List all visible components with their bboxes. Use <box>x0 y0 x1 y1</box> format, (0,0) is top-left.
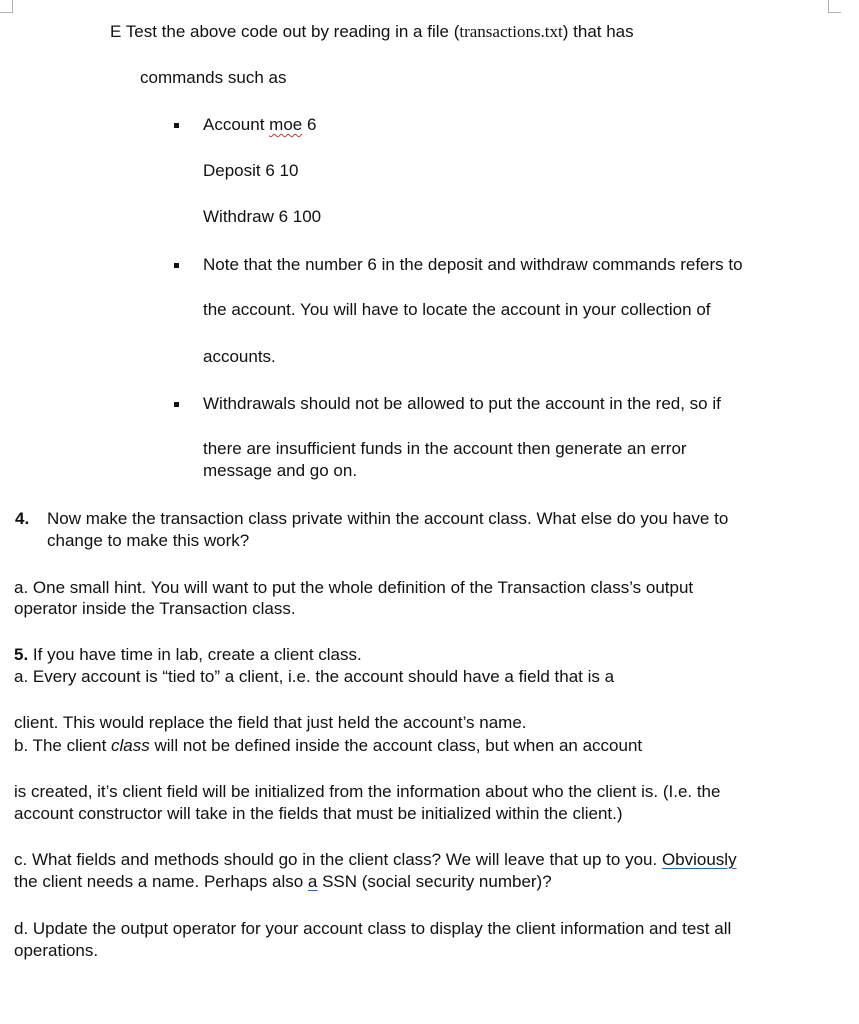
bullet-2-line-3: accounts. <box>203 347 276 366</box>
item-5a-line-1: a. Every account is “tied to” a client, i.e. the account should have a field that is a <box>14 667 615 686</box>
item-5c-line-2-suffix: SSN (social security number)? <box>317 872 552 891</box>
item-4-number <box>15 508 29 530</box>
item-5a-line-2: client. This would replace the field that just held the account’s name. <box>14 713 527 732</box>
item-e-line-2: commands such as <box>140 68 287 87</box>
item-5b-suffix: will not be defined inside the account class, but when an account <box>149 736 643 755</box>
item-e-line-1 <box>110 21 634 43</box>
grammar-flagged-word: Obviously <box>661 850 737 869</box>
item-5-heading: If you have time in lab, create a client class. <box>28 645 362 664</box>
page-corner-mark-left <box>0 0 13 13</box>
item-5-line-1 <box>14 644 362 666</box>
item-5c-line-2-prefix: the client needs a name. Perhaps also <box>14 872 308 891</box>
item-4-number-text: 4. <box>15 509 30 528</box>
grammar-flagged-word: a <box>307 872 318 891</box>
page-corner-mark-right <box>828 0 841 13</box>
item-4-line-2: change to make this work? <box>47 531 250 550</box>
bullet-2-line-2: the account. You will have to locate the account in your collection of <box>203 300 711 319</box>
bullet-1-line-1-suffix: 6 <box>302 115 317 134</box>
item-4a-line-2: operator inside the Transaction class. <box>14 599 296 618</box>
item-5-number: 5. <box>14 645 29 664</box>
item-5d-line-2: operations. <box>14 941 99 960</box>
item-e-prefix: E Test the above code out by reading in a file ( <box>110 22 460 41</box>
item-5b-line-1 <box>14 735 642 757</box>
bullet-2-line-1: Note that the number 6 in the deposit and withdraw commands refers to <box>203 255 743 274</box>
item-4a-line-1: a. One small hint. You will want to put the whole definition of the Transaction class’s output <box>14 578 694 597</box>
spelling-error-word: moe <box>269 115 303 134</box>
bullet-square-icon <box>174 263 179 268</box>
item-5b-italic-word: class <box>111 736 150 755</box>
item-5b-line-3: account constructor will take in the fields that must be initialized within the client.) <box>14 804 623 823</box>
item-5c-line-2 <box>14 871 552 893</box>
item-5b-prefix: b. The client <box>14 736 112 755</box>
item-e-suffix: ) that has <box>562 22 634 41</box>
item-e-filename: transactions.txt <box>459 22 563 41</box>
bullet-1-line-2: Deposit 6 10 <box>203 161 299 180</box>
bullet-3-line-1: Withdrawals should not be allowed to put the account in the red, so if <box>203 394 721 413</box>
item-5d-line-1: d. Update the output operator for your account class to display the client information and test all <box>14 919 732 938</box>
item-4-line-1: Now make the transaction class private within the account class. What else do you have to <box>47 509 729 528</box>
item-5c-prefix: c. What fields and methods should go in the client class? We will leave that up to you. <box>14 850 662 869</box>
item-5b-line-2: is created, it’s client field will be initialized from the information about who the client is. (I.e. the <box>14 782 721 801</box>
bullet-3-line-2: there are insufficient funds in the account then generate an error <box>203 439 687 458</box>
bullet-1-line-1 <box>203 114 316 136</box>
bullet-3-line-3: message and go on. <box>203 461 358 480</box>
item-5c-line-1 <box>14 849 737 871</box>
bullet-square-icon <box>174 402 179 407</box>
bullet-1-line-1-prefix: Account <box>203 115 270 134</box>
bullet-1-line-3: Withdraw 6 100 <box>203 207 322 226</box>
bullet-square-icon <box>174 123 179 128</box>
